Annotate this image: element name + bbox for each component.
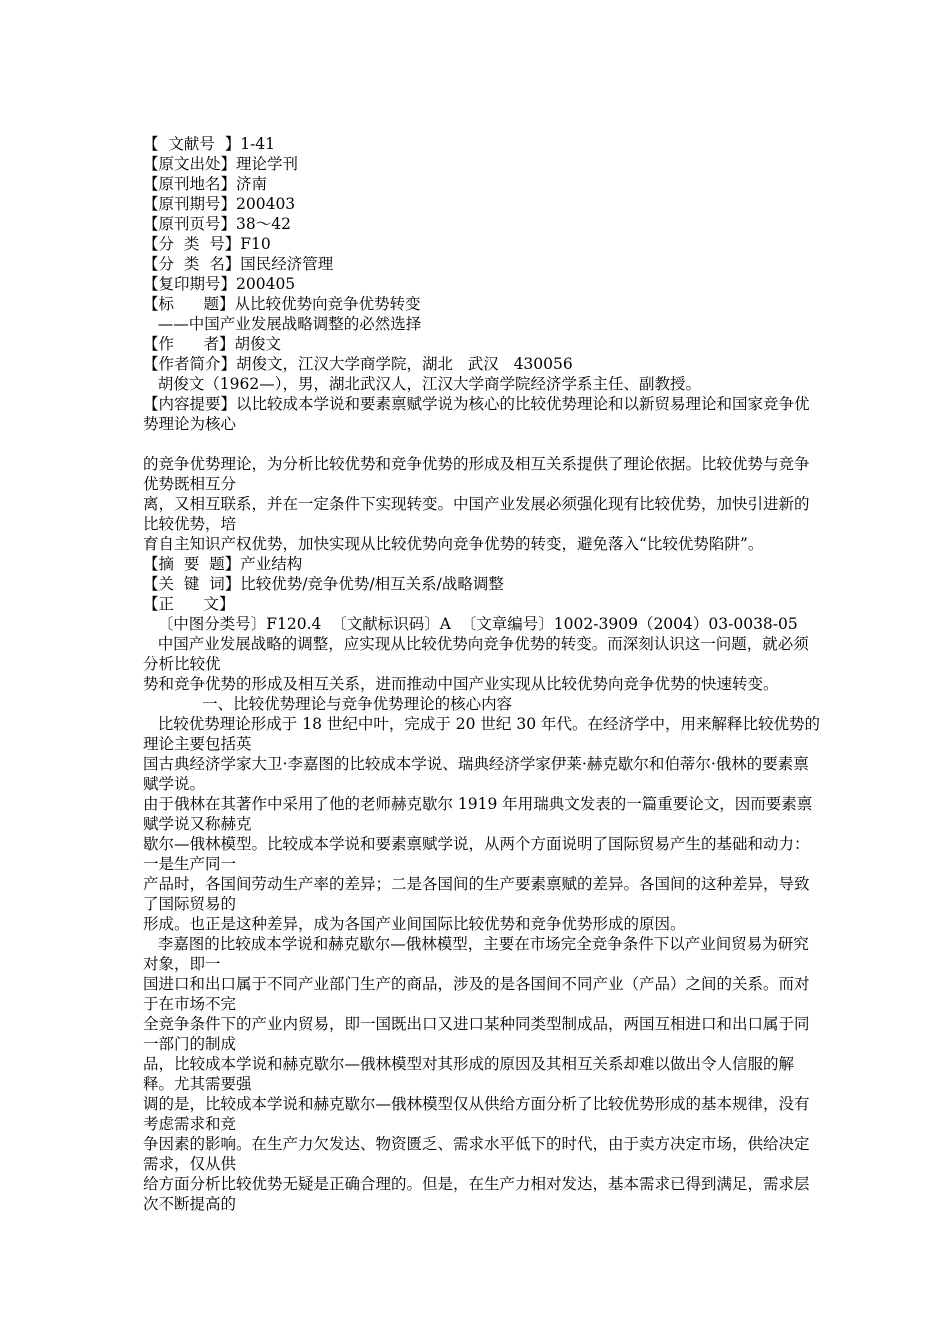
field-place: 【原刊地名】济南 (143, 175, 268, 193)
body-line: 歇尔—俄林模型。比较成本学说和要素禀赋学说，从两个方面说明了国际贸易产生的基础和动力：一是生产同一 (143, 835, 810, 873)
body-line: 全竞争条件下的产业内贸易，即一国既出口又进口某种同类型制成品，两国互相进口和出口属于同一部门的制成 (143, 1015, 810, 1053)
body-line: 调的是，比较成本学说和赫克歇尔—俄林模型仅从供给方面分析了比较优势形成的基本规律，没有考虑需求和竞 (143, 1095, 810, 1133)
body-line: 〔中图分类号〕F120.4 〔文献标识码〕A 〔文章编号〕1002-3909（2004）03-0038-05 (143, 615, 798, 633)
section-heading: 一、比较优势理论与竞争优势理论的核心内容 (143, 695, 513, 713)
field-author-bio: 胡俊文（1962—），男，湖北武汉人，江汉大学商学院经济学系主任、副教授。 (143, 375, 701, 393)
field-author-intro: 【作者简介】胡俊文，江汉大学商学院，湖北 武汉 430056 (143, 355, 573, 373)
body-block (143, 614, 823, 1214)
abstract-line: 离，又相互联系，并在一定条件下实现转变。中国产业发展必须强化现有比较优势，加快引进新的比较优势，培 (143, 495, 810, 533)
body-line: 给方面分析比较优势无疑是正确合理的。但是，在生产力相对发达，基本需求已得到满足，需求层次不断提高的 (143, 1175, 810, 1213)
body-line: 李嘉图的比较成本学说和赫克歇尔—俄林模型，主要在市场完全竞争条件下以产业间贸易为研究对象，即一 (143, 935, 809, 973)
field-pages: 【原刊页号】38～42 (143, 215, 291, 233)
body-line: 争因素的影响。在生产力欠发达、物资匮乏、需求水平低下的时代，由于卖方决定市场，供给决定需求，仅从供 (143, 1135, 810, 1173)
body-line: 产品时，各国间劳动生产率的差异；二是各国间的生产要素禀赋的差异。各国间的这种差异，导致了国际贸易的 (143, 875, 810, 913)
body-line: 势和竞争优势的形成及相互关系，进而推动中国产业实现从比较优势向竞争优势的快速转变。 (143, 675, 779, 693)
body-line: 国进口和出口属于不同产业部门生产的商品，涉及的是各国间不同产业（产品）之间的关系。而对于在市场不完 (143, 975, 810, 1013)
abstract-line: 的竞争优势理论，为分析比较优势和竞争优势的形成及相互关系提供了理论依据。比较优势与竞争优势既相互分 (143, 455, 810, 493)
field-subtitle: ——中国产业发展战略调整的必然选择 (143, 315, 422, 333)
document-text (143, 134, 823, 1214)
metadata-block (143, 134, 823, 394)
field-keywords: 【关 键 词】比较优势/竞争优势/相互关系/战略调整 (143, 575, 504, 593)
field-class-code: 【分 类 号】F10 (143, 235, 271, 253)
field-summary-topic: 【摘 要 题】产业结构 (143, 555, 303, 573)
body-line: 品，比较成本学说和赫克歇尔—俄林模型对其形成的原因及其相互关系却难以做出令人信服的解释。尤其需要强 (143, 1055, 795, 1093)
body-line: 中国产业发展战略的调整，应实现从比较优势向竞争优势的转变。而深刻认识这一问题，就必须分析比较优 (143, 635, 809, 673)
body-line: 比较优势理论形成于 18 世纪中叶，完成于 20 世纪 30 年代。在经济学中，用来解释比较优势的理论主要包括英 (143, 715, 821, 753)
body-line: 由于俄林在其著作中采用了他的老师赫克歇尔 1919 年用瑞典文发表的一篇重要论文，因而要素禀赋学说又称赫克 (143, 795, 813, 833)
abstract-spacer (143, 434, 823, 454)
field-doc-number: 【 文献号 】1-41 (143, 135, 276, 153)
field-reprint-issue: 【复印期号】200405 (143, 275, 296, 293)
body-line: 形成。也正是这种差异，成为各国产业间国际比较优势和竞争优势形成的原因。 (143, 915, 686, 933)
field-class-name: 【分 类 名】国民经济管理 (143, 255, 334, 273)
abstract-line: 育自主知识产权优势，加快实现从比较优势向竞争优势的转变，避免落入“比较优势陷阱”。 (143, 535, 764, 553)
abstract-line: 【内容提要】以比较成本学说和要素禀赋学说为核心的比较优势理论和以新贸易理论和国家竞争优势理论为核心 (143, 395, 810, 433)
field-title: 【标 题】从比较优势向竞争优势转变 (143, 295, 421, 313)
body-line: 国古典经济学家大卫·李嘉图的比较成本学说、瑞典经济学家伊莱·赫克歇尔和伯蒂尔·俄林的要素禀赋学说。 (143, 755, 809, 793)
field-source: 【原文出处】理论学刊 (143, 155, 299, 173)
abstract-block (143, 394, 823, 554)
keywords-block (143, 554, 823, 614)
field-main-text: 【正 文】 (143, 595, 235, 613)
field-issue: 【原刊期号】200403 (143, 195, 296, 213)
field-author: 【作 者】胡俊文 (143, 335, 282, 353)
